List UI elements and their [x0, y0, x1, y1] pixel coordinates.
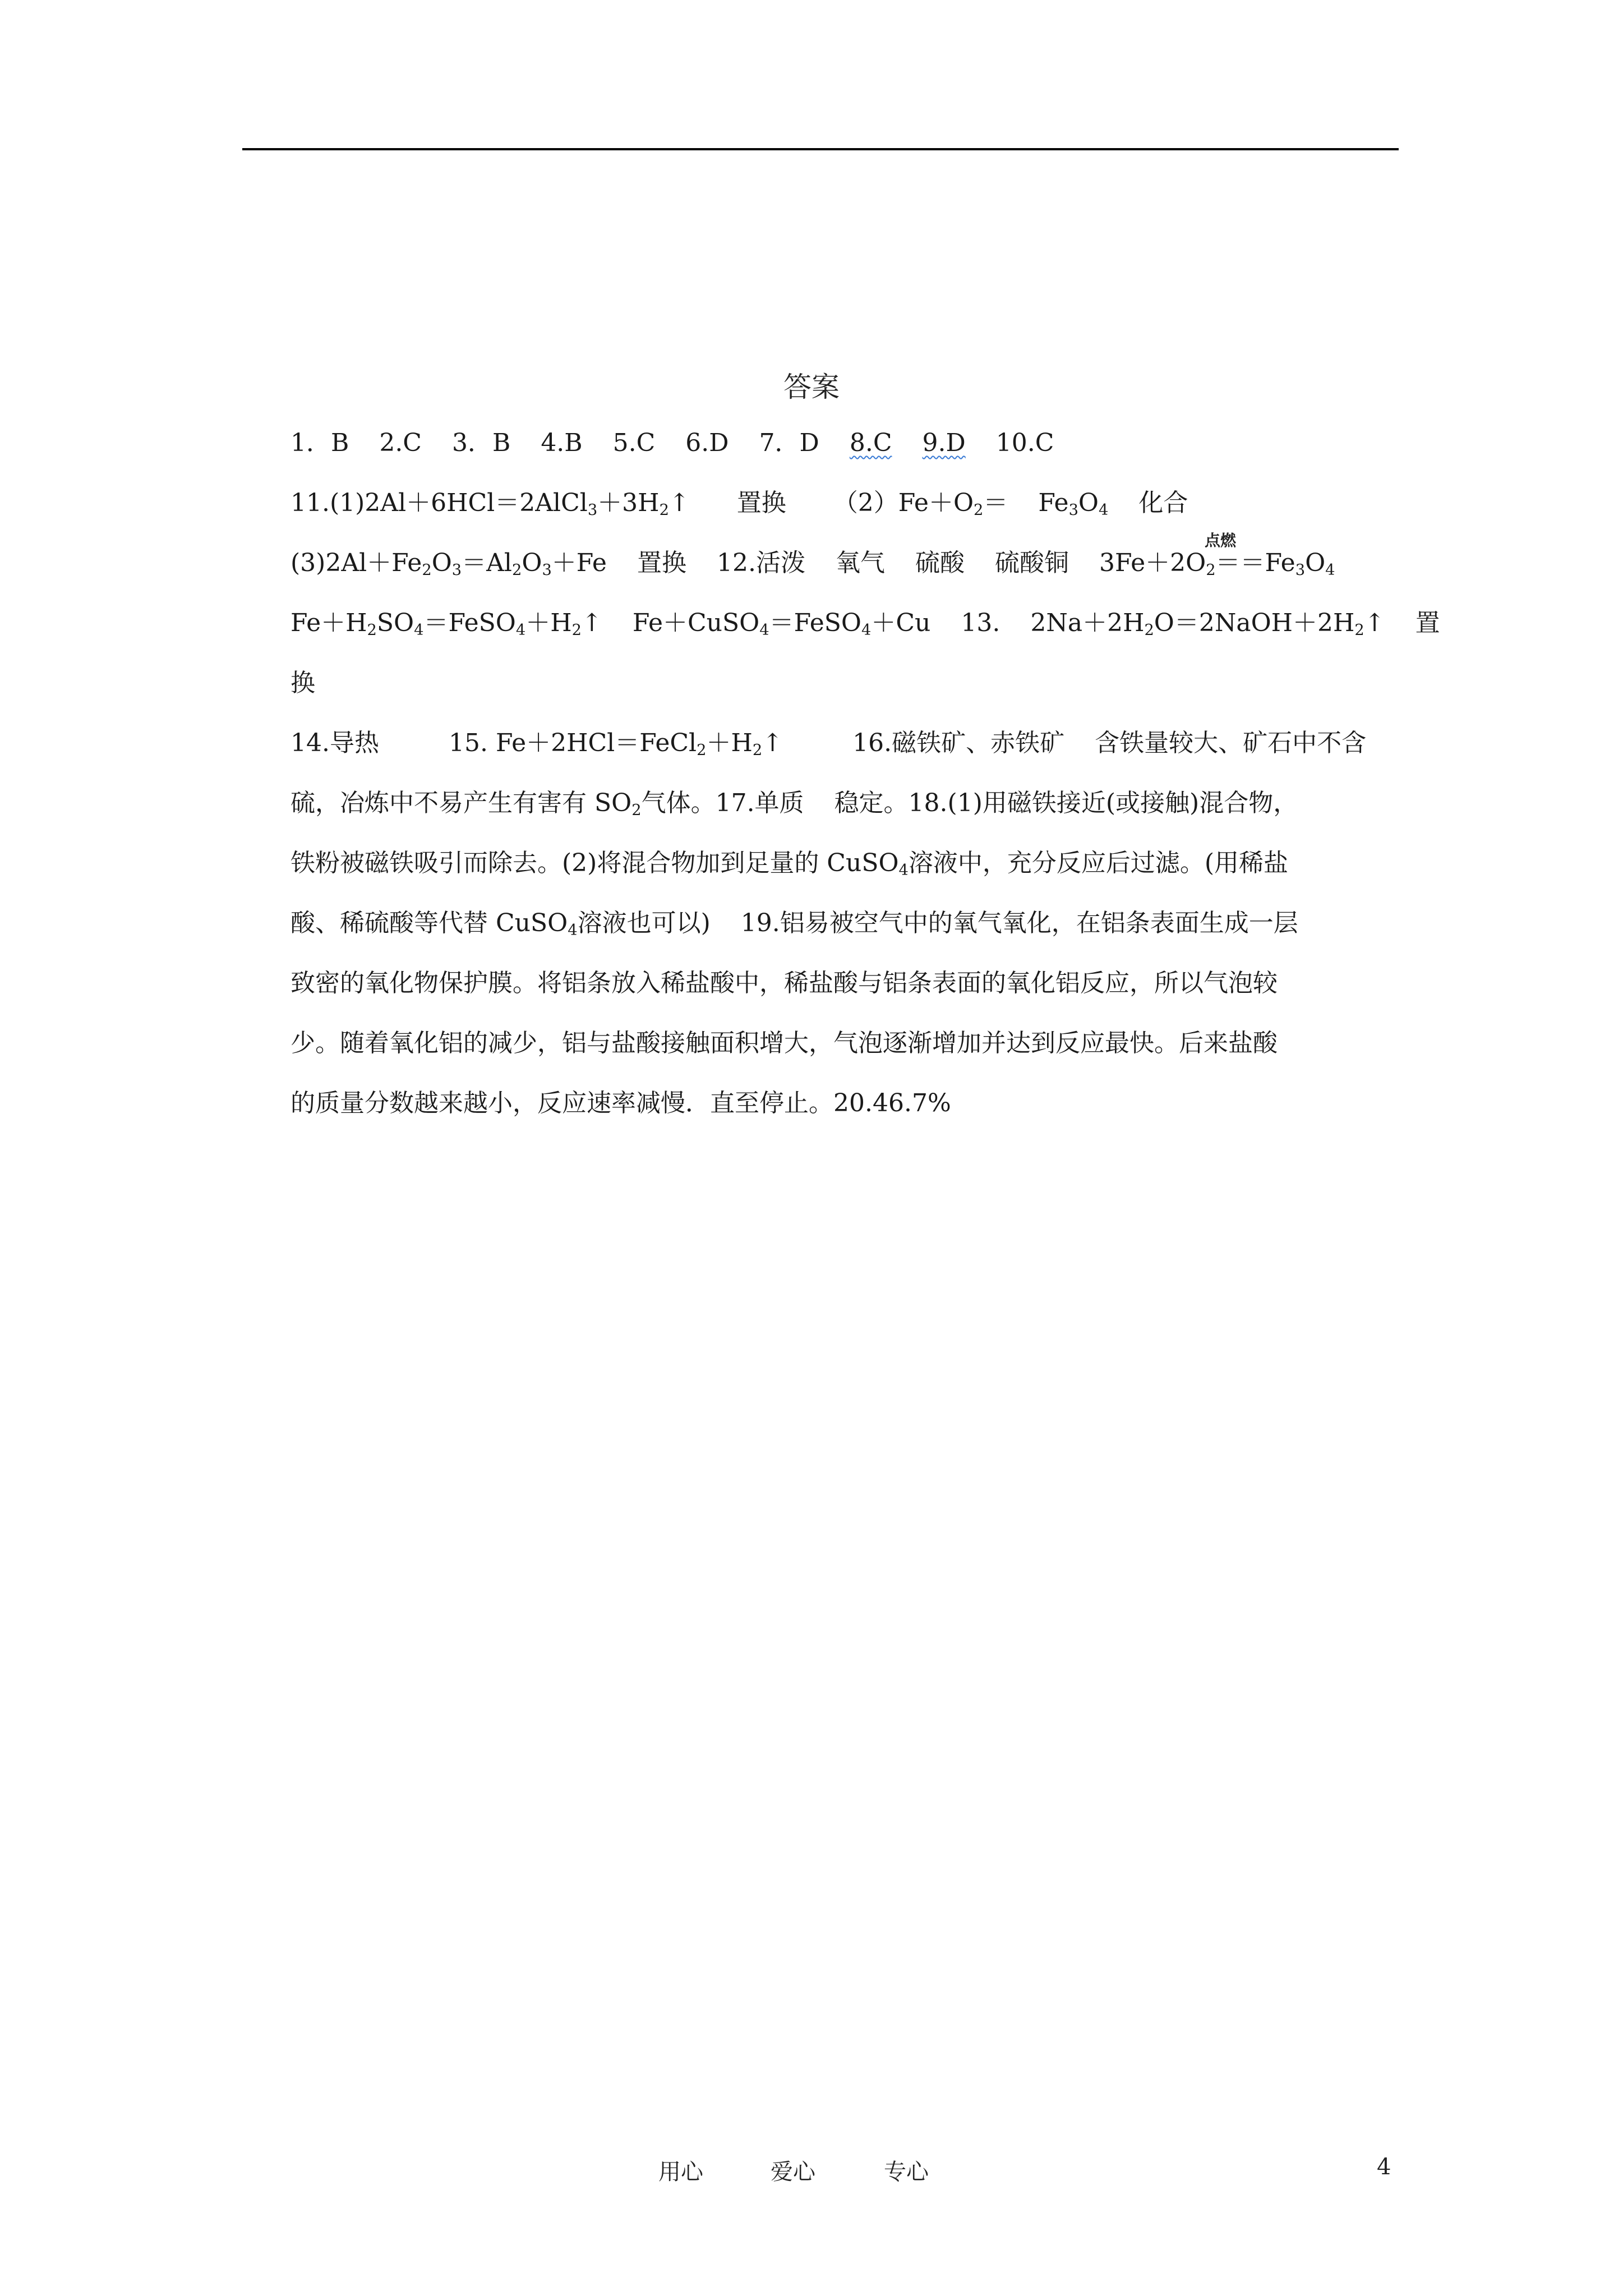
subscript: 4 [515, 621, 526, 639]
subscript: 2 [1354, 621, 1364, 639]
subscript: 2 [1144, 621, 1154, 639]
gas-arrow: ↑ [581, 609, 602, 637]
formula-part: ＋H [525, 609, 572, 637]
formula-part: Fe [1038, 489, 1069, 517]
answer-10: 10.C [995, 429, 1054, 457]
line-text: 的质量分数越来越小，反应速率减慢．直至停止。20.46.7% [291, 1089, 951, 1117]
line-text: 铁粉被磁铁吸引而除去。(2)将混合物加到足量的 CuSO [291, 849, 899, 877]
answer-1: 1．B [291, 429, 349, 457]
line-text: 溶液中，充分反应后过滤。(用稀盐 [908, 849, 1289, 877]
line-text: 酸、稀硫酸等代替 CuSO [291, 909, 568, 937]
subscript: 4 [1325, 561, 1335, 579]
formula-part: O [431, 549, 452, 577]
q12-word: 硫酸铜 [994, 549, 1069, 577]
subscript: 3 [451, 561, 462, 579]
equals-sign: ＝ [983, 489, 1008, 517]
condition-annotation: 点燃 [1205, 531, 1237, 550]
answer-8: 8.C [849, 429, 892, 457]
footer-word: 专心 [884, 2159, 929, 2185]
footer-word: 爱心 [771, 2159, 815, 2185]
answer-line-10 [291, 964, 1367, 1024]
answer-line-11 [291, 1024, 1367, 1084]
answer-line-3 [291, 531, 1367, 604]
formula-part: SO [594, 789, 632, 817]
formula-part: Fe＋CuSO [632, 609, 760, 637]
answer-9: 9.D [922, 429, 966, 457]
q15-answer: ＋H [706, 729, 753, 757]
gas-arrow: ↑ [668, 489, 690, 517]
subscript: 2 [974, 501, 984, 519]
answer-line-7 [291, 784, 1367, 844]
reaction-type: 置换 [637, 549, 686, 577]
formula-part: ＋Fe [551, 549, 607, 577]
q12-answer: 12.活泼 [716, 549, 805, 577]
formula-part: ＋Cu [871, 609, 931, 637]
subscript: 2 [512, 561, 522, 579]
reaction-type: 化合 [1138, 489, 1188, 517]
gas-arrow: ↑ [1364, 609, 1385, 637]
line-text: 少。随着氧化铝的减少，铝与盐酸接触面积增大，气泡逐渐增加并达到反应最快。后来盐酸 [291, 1029, 1278, 1057]
line-text: 换 [291, 669, 315, 697]
q11-equation: 11.(1)2Al＋6HCl＝2AlCl [291, 489, 588, 517]
formula-part: ＝＝Fe [1215, 549, 1295, 577]
reaction-type: 置换 [736, 489, 786, 517]
formula-part: (3)2Al＋Fe [291, 549, 422, 577]
subscript: 2 [752, 741, 763, 759]
subscript: 3 [1295, 561, 1306, 579]
line-text: 19.铝易被空气中的氧气氧化，在铝条表面生成一层 [740, 909, 1298, 937]
q16-answer: 16.磁铁矿、赤铁矿 [852, 729, 1065, 757]
subscript: 4 [861, 621, 872, 639]
line-text: 溶液也可以) [577, 909, 711, 937]
subscript: 2 [697, 741, 707, 759]
line-text: 致密的氧化物保护膜。将铝条放入稀盐酸中，稀盐酸与铝条表面的氧化铝反应，所以气泡较 [291, 969, 1278, 997]
formula-part: ＝Al [462, 549, 512, 577]
answer-7: 7．D [759, 429, 819, 457]
line-text: 气体。17.单质 [641, 789, 804, 817]
formula-part: SO [376, 609, 414, 637]
q12-word: 氧气 [835, 549, 885, 577]
subscript: 2 [422, 561, 432, 579]
answer-line-4 [291, 604, 1440, 664]
subscript: 2 [367, 621, 377, 639]
subscript: 2 [571, 621, 582, 639]
answer-line-5 [291, 664, 1367, 724]
page-number: 4 [1377, 2154, 1391, 2180]
subscript: 3 [542, 561, 552, 579]
subscript: 2 [1206, 561, 1216, 579]
formula-part: O [1078, 489, 1099, 517]
line-text: 稳定。18.(1)用磁铁接近(或接触)混合物， [834, 789, 1298, 817]
formula-part: 3Fe＋2O [1099, 549, 1206, 577]
subscript: 2 [631, 801, 642, 819]
formula-part: 2Na＋2H [1030, 609, 1145, 637]
q14-answer: 14.导热 [291, 729, 379, 757]
answer-2: 2.C [379, 429, 422, 457]
subscript: 4 [898, 861, 909, 879]
answer-6: 6.D [685, 429, 729, 457]
answer-3: 3．B [451, 429, 511, 457]
answer-line-8 [291, 844, 1367, 904]
answer-line-12 [291, 1084, 1367, 1144]
footer-word: 用心 [658, 2159, 703, 2185]
answer-5: 5.C [612, 429, 656, 457]
formula-part: Fe＋H [291, 609, 367, 637]
formula-part: O＝2NaOH＋2H [1154, 609, 1355, 637]
formula-part: ＝FeSO [423, 609, 516, 637]
gas-arrow: ↑ [762, 729, 783, 757]
formula-part: O [522, 549, 542, 577]
subscript: 3 [587, 501, 598, 519]
answer-line-1 [291, 424, 1367, 484]
subscript: 4 [568, 921, 578, 939]
q12-word: 硫酸 [915, 549, 965, 577]
line-text: 硫，冶炼中不易产生有害有 [291, 789, 587, 817]
reaction-type: 置 [1415, 609, 1440, 637]
page-title: 答案 [783, 371, 840, 403]
answer-body [291, 424, 1440, 1144]
q11-equation-part: ＋3H [597, 489, 660, 517]
subscript: 2 [659, 501, 669, 519]
q15-answer: 15. Fe＋2HCl＝FeCl [448, 729, 697, 757]
q16-answer: 含铁量较大、矿石中不含 [1095, 729, 1367, 757]
answer-line-9 [291, 904, 1367, 964]
q13-label: 13. [961, 609, 1000, 637]
answer-4: 4.B [541, 429, 583, 457]
q11-part2: （2）Fe＋O [833, 489, 974, 517]
subscript: 3 [1068, 501, 1078, 519]
formula-part: ＝FeSO [769, 609, 861, 637]
formula-part: O [1305, 549, 1326, 577]
answer-line-6 [291, 724, 1367, 784]
subscript: 4 [414, 621, 424, 639]
header-rule [242, 148, 1399, 150]
subscript: 4 [1099, 501, 1109, 519]
subscript: 4 [759, 621, 769, 639]
